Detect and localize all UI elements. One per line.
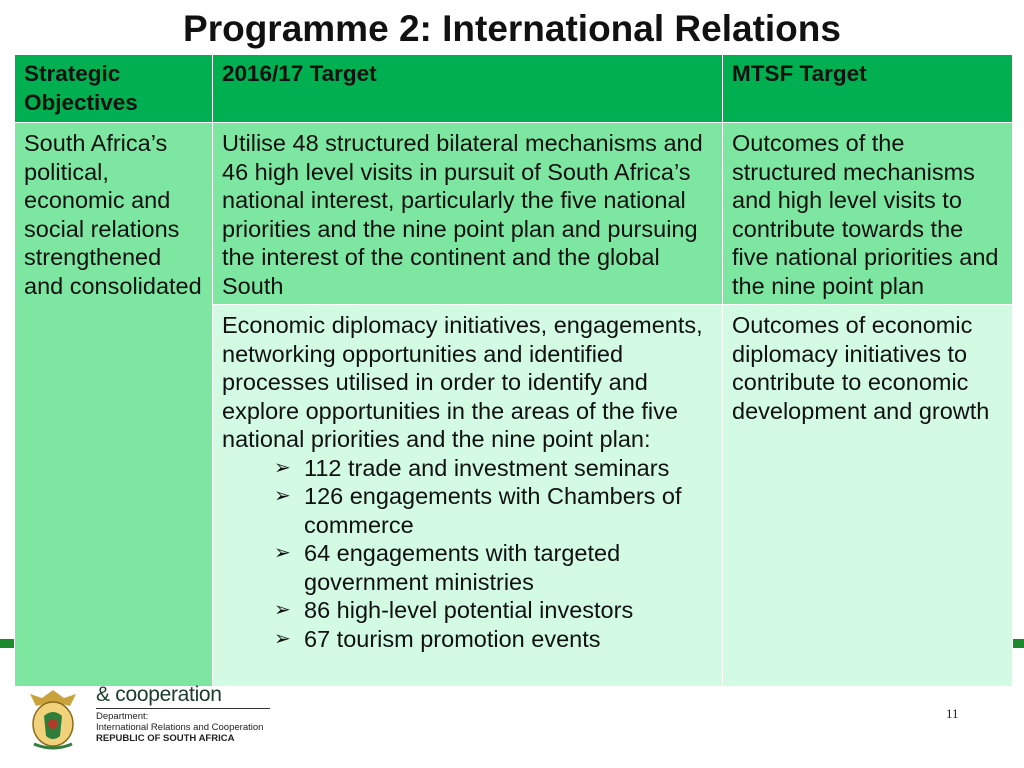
economic-targets-list — [222, 454, 714, 654]
country-name: REPUBLIC OF SOUTH AFRICA — [96, 733, 235, 744]
target-cell-bilateral: Utilise 48 structured bilateral mechanisms and 46 high level visits in pursuit of South Africa’s national interest, particularly the five national priorities and the nine point plan and pursuing the interest of the continent and the global South — [213, 123, 723, 305]
mtsf-cell-economic: Outcomes of economic diplomacy initiatives to contribute to economic development and growth — [723, 305, 1013, 687]
mtsf-cell-bilateral: Outcomes of the structured mechanisms and high level visits to contribute towards the five national priorities and the nine point plan — [723, 123, 1013, 305]
arrow-bullet-icon: ➢ — [274, 542, 291, 564]
list-item: ➢ 67 tourism promotion events — [274, 625, 601, 652]
department-label: Department: — [96, 711, 149, 722]
table-header-row — [15, 55, 1013, 123]
brand-divider — [96, 708, 270, 709]
brand-text: & cooperation — [96, 683, 222, 706]
list-item: ➢ 112 trade and investment seminars — [274, 454, 670, 481]
objectives-table — [14, 54, 1013, 687]
arrow-bullet-icon: ➢ — [274, 599, 291, 621]
arrow-bullet-icon: ➢ — [274, 485, 291, 507]
arrow-bullet-icon: ➢ — [274, 627, 291, 650]
table-row — [15, 123, 1013, 305]
header-strategic-objectives: Strategic Objectives — [15, 55, 213, 123]
page-title: Programme 2: International Relations — [183, 8, 841, 49]
list-item: ➢ 64 engagements with targeted government ministries — [274, 540, 621, 595]
list-item: ➢ 126 engagements with Chambers of commerce — [274, 483, 682, 538]
list-item: ➢ 86 high-level potential investors — [274, 597, 634, 623]
economic-diplomacy-intro: Economic diplomacy initiatives, engagements, networking opportunities and identified processes utilised in order to identify and explore opportunities in the areas of the five national priorities and the nine point plan: — [222, 312, 703, 452]
header-mtsf-target: MTSF Target — [723, 55, 1013, 123]
target-cell-economic — [213, 305, 723, 687]
department-block — [96, 711, 263, 744]
header-2016-17-target: 2016/17 Target — [213, 55, 723, 123]
page-number: 11 — [946, 706, 959, 721]
department-name: International Relations and Cooperation — [96, 722, 264, 733]
strategic-objective-cell: South Africa’s political, economic and social relations strengthened and consolidated — [15, 123, 213, 687]
coat-of-arms-icon — [24, 688, 82, 752]
arrow-bullet-icon: ➢ — [274, 456, 291, 479]
